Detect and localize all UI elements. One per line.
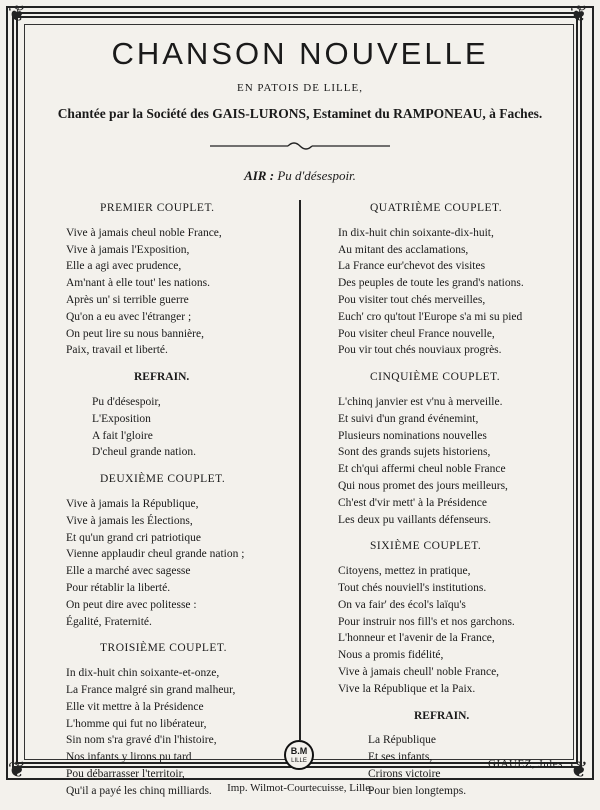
verse-line: Et qu'un grand cri patriotique bbox=[66, 531, 201, 544]
verse-line: Pou visiter cheul France nouvelle, bbox=[338, 327, 495, 340]
verse-line: Vive à jamais la République, bbox=[66, 497, 199, 510]
couplet-5 bbox=[338, 369, 558, 528]
refrain-line: La République bbox=[368, 734, 437, 747]
ornament-rule-icon bbox=[210, 140, 390, 152]
verse-line: In dix-huit chin soixante-et-onze, bbox=[66, 667, 220, 680]
refrain-line: Pour bien longtemps. bbox=[368, 784, 467, 797]
couplet-heading: TROISIÈME COUPLET. bbox=[100, 642, 227, 655]
credit-line: Chantée par la Société des GAIS-LURONS, Estaminet du RAMPONEAU, à Faches. bbox=[57, 106, 543, 121]
verse-line: Et suivi d'un grand événemint, bbox=[338, 412, 479, 425]
stamp-top: B.M bbox=[290, 746, 308, 756]
verse-line: Elle a agi avec prudence, bbox=[66, 260, 182, 273]
verse-line: Sont des grands sujets historiens, bbox=[338, 446, 491, 459]
verse-line: Nous a promis fidélité, bbox=[338, 649, 444, 662]
verse-line: L'honneur et l'avenir de la France, bbox=[338, 632, 495, 645]
page-title: CHANSON NOUVELLE bbox=[111, 36, 489, 71]
corner-ornament-icon: ❦ bbox=[569, 758, 589, 783]
couplet-1 bbox=[66, 200, 294, 359]
verse-line: Elle vit mettre à la Présidence bbox=[66, 700, 204, 713]
verse-line: Au mitant des acclamations, bbox=[338, 243, 469, 256]
refrain-line: A fait l'gloire bbox=[92, 429, 153, 442]
refrain-line: D'cheul grande nation. bbox=[92, 446, 196, 459]
verse-line: Vive la République et la Paix. bbox=[338, 682, 476, 695]
couplet-heading: DEUXIÈME COUPLET. bbox=[100, 473, 226, 486]
verse-line: Vive à jamais cheull' noble France, bbox=[338, 665, 500, 678]
couplet-heading: CINQUIÈME COUPLET. bbox=[370, 371, 501, 384]
verse-line: Am'nant à elle tout' les nations. bbox=[66, 277, 211, 290]
refrain-line: Crirons victoire bbox=[368, 767, 441, 780]
verse-line: Vive à jamais cheul noble France, bbox=[66, 226, 222, 239]
left-column bbox=[66, 200, 294, 810]
corner-ornament-icon: ❦ bbox=[569, 2, 589, 27]
verse-line: Pou débarrasser l'territoir, bbox=[66, 767, 185, 780]
printer-line: Imp. Wilmot-Courtecuisse, Lille. bbox=[227, 782, 373, 794]
right-column bbox=[338, 200, 558, 810]
refrain-line: Et ses infants, bbox=[368, 751, 433, 764]
verse-line: L'chinq janvier est v'nu à merveille. bbox=[338, 395, 503, 408]
verse-line: Citoyens, mettez in pratique, bbox=[338, 565, 471, 578]
verse-line: Des peuples de toute les grand's nations. bbox=[338, 277, 524, 290]
verse-line: Tout chés nouviell's institutions. bbox=[338, 581, 487, 594]
verse-line: Qu'on a eu avec l'étranger ; bbox=[66, 310, 192, 323]
verse-line: Plusieurs nominations nouvelles bbox=[338, 429, 487, 442]
verse-line: Elle a marché avec sagesse bbox=[66, 565, 191, 578]
refrain-line: L'Exposition bbox=[92, 412, 151, 425]
verse-line: On peut lire su nous bannière, bbox=[66, 327, 204, 340]
couplet-4 bbox=[338, 200, 558, 359]
verse-line: Euch' cro qu'tout l'Europe s'a mi su pied bbox=[338, 310, 523, 323]
verse-line: On peut dire avec politesse : bbox=[66, 598, 197, 611]
couplet-heading: PREMIER COUPLET. bbox=[100, 202, 215, 214]
verse-line: Et ch'qui affermi cheul noble France bbox=[338, 463, 506, 476]
verse-line: Vive à jamais l'Exposition, bbox=[66, 243, 190, 256]
verse-line: La France malgré sin grand malheur, bbox=[66, 683, 236, 696]
author-signature: GIAUEZ, Jules bbox=[488, 758, 563, 770]
verse-line: Qui nous promet des jours meilleurs, bbox=[338, 479, 508, 492]
verse-line: Pou visiter tout chés merveilles, bbox=[338, 293, 486, 306]
air-tune: Pu d'désespoir. bbox=[277, 168, 356, 183]
verse-line: La France eur'chevot des visites bbox=[338, 260, 486, 273]
library-stamp bbox=[284, 740, 314, 770]
couplet-3 bbox=[66, 640, 294, 799]
corner-ornament-icon: ❦ bbox=[7, 758, 27, 783]
corner-ornament-icon: ❦ bbox=[7, 2, 27, 27]
verse-line: Les deux pu vaillants défenseurs. bbox=[338, 513, 491, 526]
couplet-heading: SIXIÈME COUPLET. bbox=[370, 540, 482, 553]
stamp-bottom: LILLE bbox=[291, 758, 307, 764]
verse-line: Nos infants y lirons pu tard bbox=[66, 751, 192, 764]
verse-line: Ch'est d'vir mett' à la Présidence bbox=[338, 496, 487, 509]
subtitle: EN PATOIS DE LILLE, bbox=[237, 82, 363, 94]
verse-line: L'homme qui fut no libérateur, bbox=[66, 717, 207, 730]
verse-line: Pour rétablir la liberté. bbox=[66, 581, 171, 594]
verse-line: Après un' si terrible guerre bbox=[66, 293, 189, 306]
verse-line: Pour instruir nos fill's et nos garchons. bbox=[338, 615, 515, 628]
refrain-heading: REFRAIN. bbox=[414, 709, 470, 722]
column-divider bbox=[299, 200, 301, 740]
couplet-6 bbox=[338, 538, 558, 697]
air-label: AIR : bbox=[244, 168, 275, 183]
verse-line: Vienne applaudir cheul grande nation ; bbox=[66, 548, 245, 561]
refrain-line: Pu d'désespoir, bbox=[92, 395, 161, 408]
verse-line: Pou vir tout chés nouviaux progrès. bbox=[338, 344, 502, 357]
verse-line: Vive à jamais les Élections, bbox=[66, 514, 193, 527]
refrain-1 bbox=[66, 369, 294, 461]
couplet-2 bbox=[66, 471, 294, 630]
verse-line: Sin nom s'ra gravé d'in l'histoire, bbox=[66, 734, 217, 747]
air-line bbox=[0, 168, 600, 184]
verse-line: Paix, travail et liberté. bbox=[66, 344, 168, 357]
couplet-heading: QUATRIÈME COUPLET. bbox=[370, 202, 503, 214]
verse-line: Égalité, Fraternité. bbox=[66, 615, 152, 628]
verse-line: In dix-huit chin soixante-dix-huit, bbox=[338, 226, 494, 239]
verse-line: Qu'il a payé les chinq milliards. bbox=[66, 784, 212, 797]
verse-line: On va fair' des écol's laïqu's bbox=[338, 598, 466, 611]
refrain-heading: REFRAIN. bbox=[134, 371, 190, 384]
